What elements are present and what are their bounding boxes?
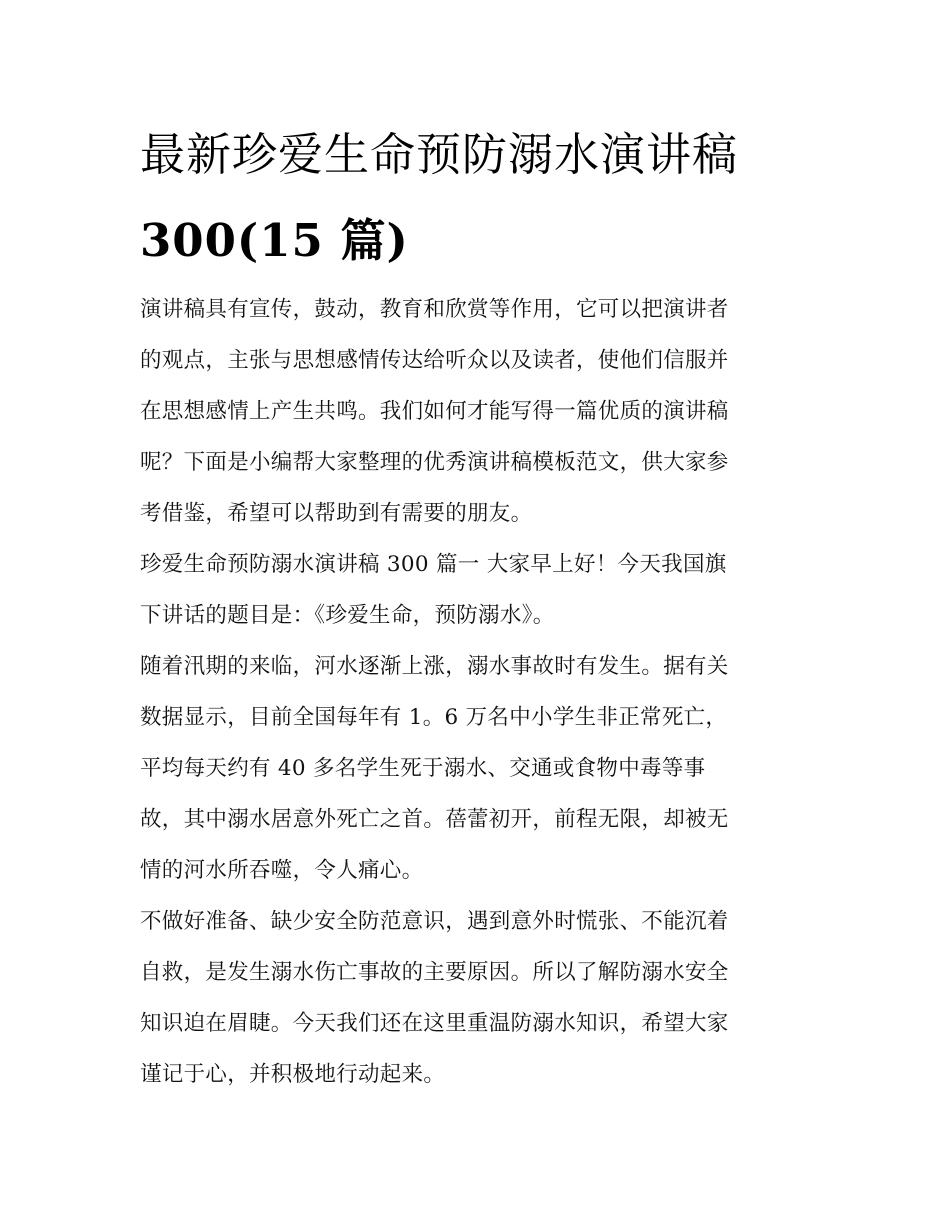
title-line-1: 最新珍爱生命预防溺水演讲稿 [140, 128, 739, 181]
speech-opening-paragraph [140, 539, 815, 641]
text-line: 平均每天约有 40 多名学生死于溺水、交通或食物中毒等事 [140, 756, 706, 781]
intro-paragraph [140, 284, 815, 539]
causes-paragraph [140, 896, 815, 1100]
document-content [140, 112, 815, 1100]
text-line: 考借鉴，希望可以帮助到有需要的朋友。 [140, 501, 533, 526]
text-line: 数据显示，目前全国每年有 1。6 万名中小学生非正常死亡， [140, 705, 728, 730]
document-body [140, 284, 815, 1100]
statistics-paragraph [140, 641, 815, 896]
text-line: 在思想感情上产生共鸣。我们如何才能写得一篇优质的演讲稿 [140, 399, 729, 424]
text-line: 演讲稿具有宣传，鼓动，教育和欣赏等作用，它可以把演讲者 [140, 297, 729, 322]
text-line: 下讲话的题目是：《珍爱生命，预防溺水》。 [140, 603, 555, 628]
text-line: 随着汛期的来临，河水逐渐上涨，溺水事故时有发生。据有关 [140, 654, 729, 679]
text-line: 的观点，主张与思想感情传达给听众以及读者，使他们信服并 [140, 348, 729, 373]
text-line: 情的河水所吞噬，令人痛心。 [140, 858, 424, 883]
text-line: 谨记于心，并积极地行动起来。 [140, 1062, 446, 1087]
text-line: 不做好准备、缺少安全防范意识，遇到意外时慌张、不能沉着 [140, 909, 729, 934]
text-line: 故，其中溺水居意外死亡之首。蓓蕾初开，前程无限，却被无 [140, 807, 729, 832]
text-line: 呢？下面是小编帮大家整理的优秀演讲稿模板范文，供大家参 [140, 450, 729, 475]
text-line: 珍爱生命预防溺水演讲稿 300 篇一 大家早上好！今天我国旗 [140, 552, 727, 577]
text-line: 知识迫在眉睫。今天我们还在这里重温防溺水知识，希望大家 [140, 1011, 729, 1036]
document-title [140, 112, 815, 284]
title-line-2: 300(15 篇) [140, 214, 409, 267]
text-line: 自救，是发生溺水伤亡事故的主要原因。所以了解防溺水安全 [140, 960, 729, 985]
